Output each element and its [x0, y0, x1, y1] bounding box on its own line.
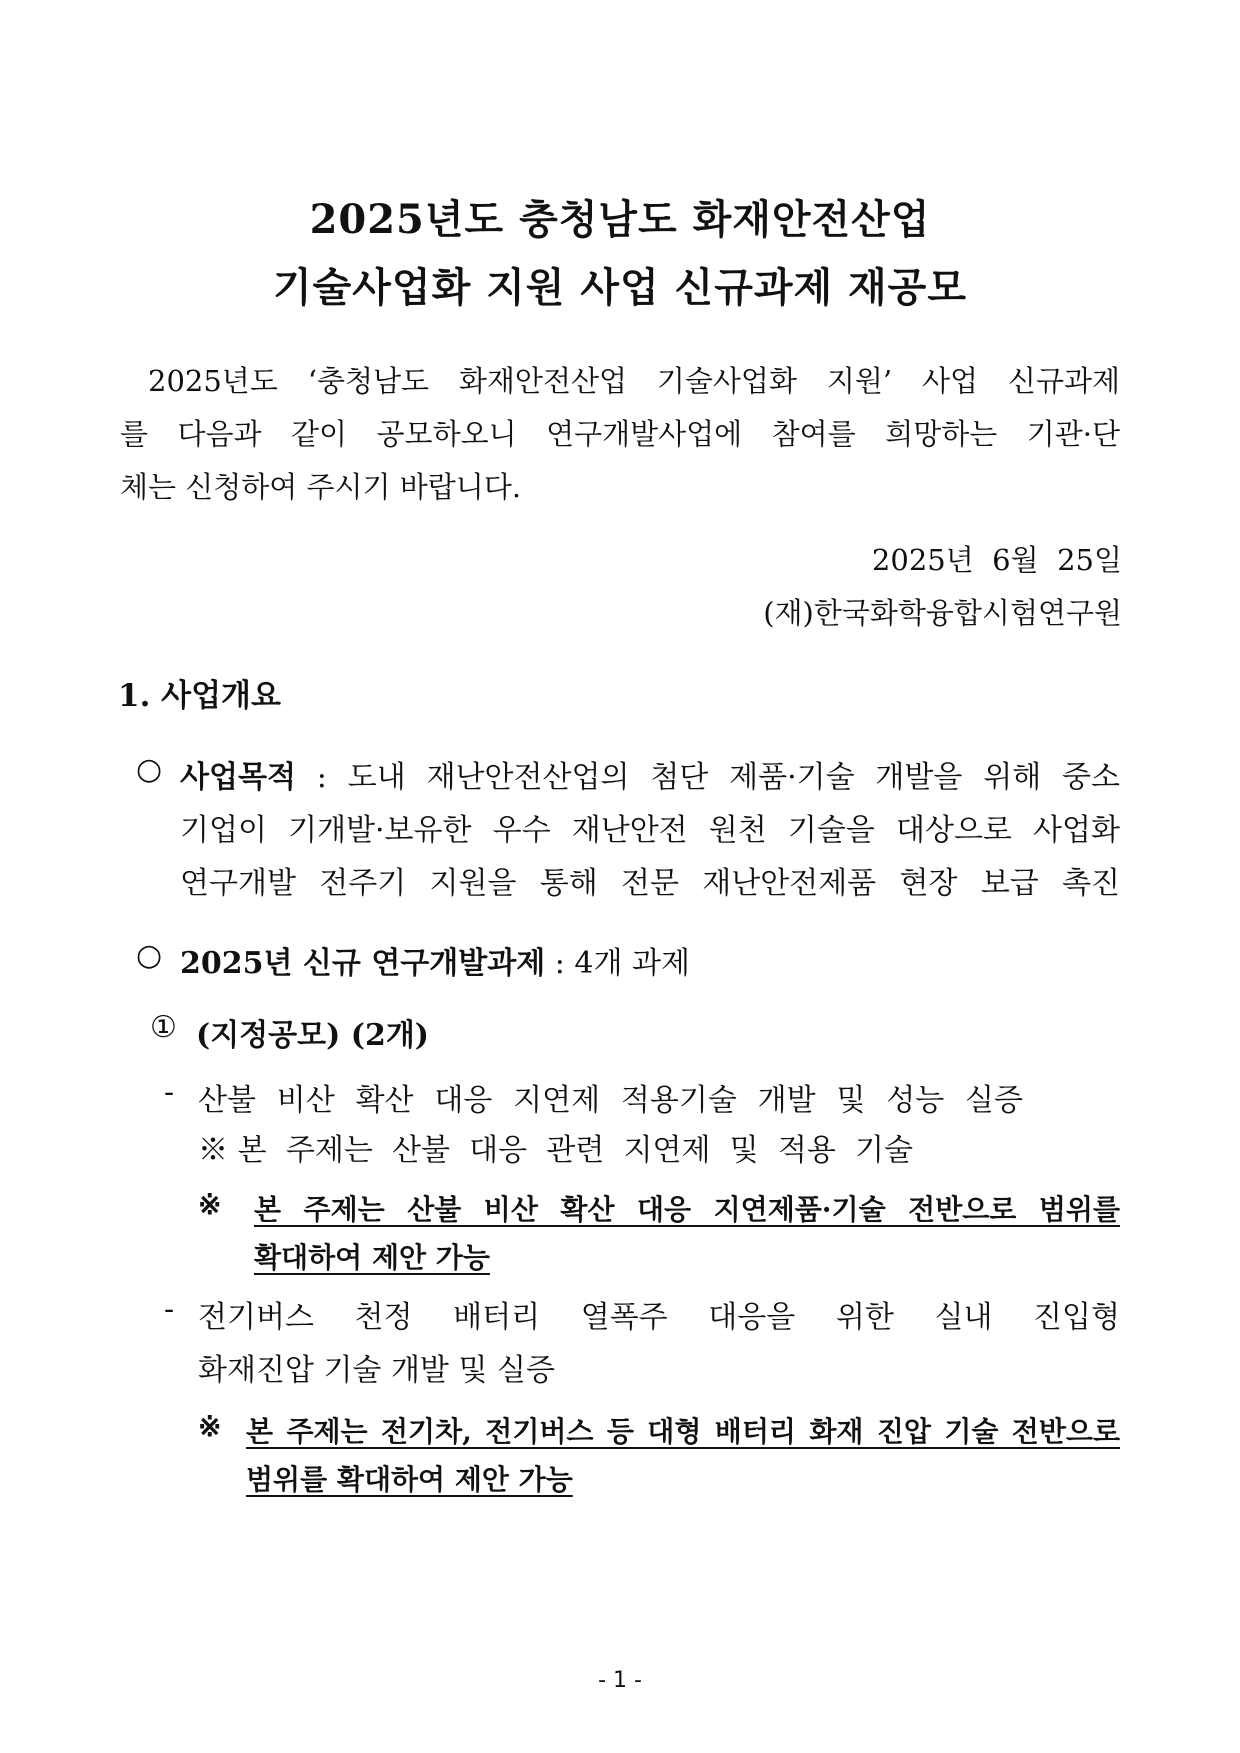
purpose-label: 사업목적 — [180, 760, 296, 795]
organization-name: (재)한국화학융합시험연구원 — [763, 596, 1122, 630]
purpose-line1: 사업목적 : 도내 재난안전산업의 첨단 제품·기술 개발을 위해 중소 — [180, 760, 1120, 795]
item2-note-line1: 본 주제는 전기차, 전기버스 등 대형 배터리 화재 진압 기술 전반으로 — [246, 1415, 1120, 1448]
document-title-line2: 기술사업화 지원 사업 신규과제 재공모 — [273, 264, 967, 311]
item1-title: 산불 비산 확산 대응 지연제 적용기술 개발 및 성능 실증 — [198, 1083, 1023, 1118]
purpose-line2: 기업이 기개발·보유한 우수 재난안전 원천 기술을 대상으로 사업화 — [180, 813, 1120, 848]
purpose-text-line1: 도내 재난안전산업의 첨단 제품·기술 개발을 위해 중소 — [347, 760, 1120, 795]
item2-dash: - — [164, 1292, 175, 1327]
section-heading-overview: 1. 사업개요 — [118, 678, 281, 714]
purpose-bullet: ○ — [136, 752, 163, 787]
intro-line1: 2025년도 ‘충청남도 화재안전산업 기술사업화 지원’ 사업 신규과제 — [148, 364, 1120, 398]
new-tasks-line: 2025년 신규 연구개발과제 : 4개 과제 — [180, 946, 690, 981]
item1-note-line2: 확대하여 제안 가능 — [254, 1241, 490, 1274]
designated-marker: ① — [150, 1010, 177, 1045]
item1-note-mark: ※ — [198, 1188, 222, 1221]
new-tasks-count: 4개 과제 — [574, 946, 690, 981]
item1-note-line1: 본 주제는 산불 비산 확산 대응 지연제품·기술 전반으로 범위를 — [254, 1193, 1120, 1226]
intro-line3: 체는 신청하여 주시기 바랍니다. — [120, 470, 522, 504]
item2-title-line1: 전기버스 천정 배터리 열폭주 대응을 위한 실내 진입형 — [198, 1300, 1120, 1335]
new-tasks-label: 2025년 신규 연구개발과제 — [180, 946, 546, 981]
purpose-line3: 연구개발 전주기 지원을 통해 전문 재난안전제품 현장 보급 촉진 — [180, 866, 1120, 901]
item2-note-line2: 범위를 확대하여 제안 가능 — [246, 1463, 573, 1496]
item1-subnote: ※본 주제는 산불 대응 관련 지연제 및 적용 기술 — [198, 1133, 913, 1168]
item2-title-line2: 화재진압 기술 개발 및 실증 — [198, 1353, 555, 1388]
document-title-line1: 2025년도 충청남도 화재안전산업 — [309, 196, 931, 243]
page-number: - 1 - — [598, 1668, 642, 1693]
item2-note-mark: ※ — [198, 1410, 222, 1443]
new-tasks-bullet: ○ — [136, 938, 163, 973]
designated-label: (지정공모) (2개) — [196, 1018, 429, 1053]
intro-line2: 를 다음과 같이 공모하오니 연구개발사업에 참여를 희망하는 기관·단 — [120, 417, 1120, 451]
item1-dash: - — [164, 1075, 175, 1110]
announcement-date: 2025년 6월 25일 — [871, 543, 1122, 577]
